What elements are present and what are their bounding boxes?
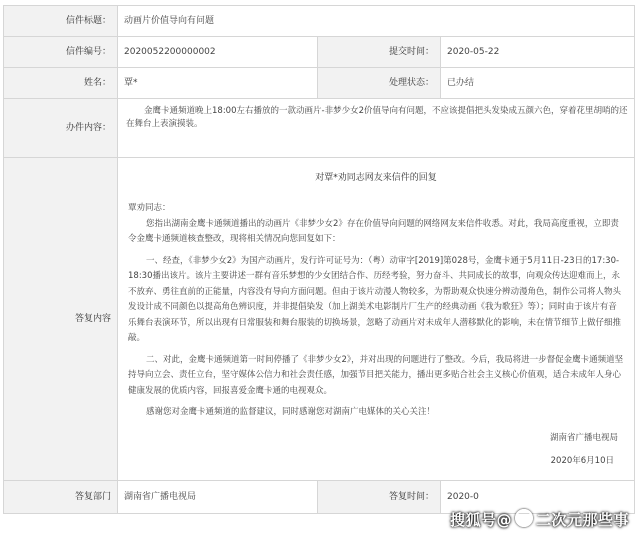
name-label: 姓名： <box>4 68 118 99</box>
dept-value: 湖南省广播电视局 <box>118 481 318 514</box>
title-label: 信件标题： <box>4 6 118 37</box>
status-value: 已办结 <box>441 68 635 99</box>
reply-row <box>4 158 635 481</box>
content-row <box>4 99 635 158</box>
number-label: 信件编号： <box>4 37 118 68</box>
sohu-logo-icon <box>515 509 533 527</box>
reply-date: 2020年6月10日 <box>550 455 614 466</box>
reply-body <box>128 201 624 421</box>
reply-signature: 湖南省广播电视局 <box>549 432 618 443</box>
content-label: 办件内容： <box>4 99 118 158</box>
number-row <box>4 37 635 68</box>
reply-label: 答复内容 <box>4 158 118 481</box>
title-value: 动画片价值导向有问题 <box>118 6 635 37</box>
reply-title: 对覃*劝同志网友来信件的回复 <box>315 173 437 183</box>
reply-paragraph-1: 您指出湖南金鹰卡通频道播出的动画片《非梦少女2》存在价值导向问题的网络网友来信件收悉。对此，我局高度重视，立即责令金鹰卡通频道核查整改，现将相关情况向您回复如下： <box>128 218 619 244</box>
reply-greeting: 覃劝同志： <box>128 203 171 213</box>
reply-paragraph-4: 感谢您对金鹰卡通频道的监督建议，同时感谢您对湖南广电媒体的关心关注！ <box>146 407 436 417</box>
dept-label: 答复部门 <box>4 481 118 514</box>
letter-detail-table <box>3 5 635 514</box>
content-value: 金鹰卡通频道晚上18:00左右播放的一款动画片-非梦少女2价值导向有问题，不应该提倡把头发染成五颜六色，穿着花里胡哨的还在舞台上表演摸装。 <box>126 106 628 129</box>
watermark-author: 二次元那些事 <box>535 511 629 529</box>
watermark-separator: @ <box>496 511 512 529</box>
watermark-brand: 搜狐号 <box>449 511 497 529</box>
name-value: 覃* <box>118 68 318 99</box>
reply-paragraph-3: 二、对此，金鹰卡通频道第一时间停播了《非梦少女2》，并对出现的问题进行了整改。今后，我局将进一步督促金鹰卡通频道坚持导向立会、责任立台，坚守媒体公信力和社会责任感，加强节目把关能力，播出更多贴合社会主义核心价值观，适合未成年人身心健康发展的优质内容，回报喜爱金鹰卡通的电视观众。 <box>128 354 624 396</box>
submit-time-label: 提交时间： <box>318 37 441 68</box>
status-label: 处理状态： <box>318 68 441 99</box>
reply-time-label: 答复时间： <box>318 481 441 514</box>
submit-time-value: 2020-05-22 <box>441 37 635 68</box>
reply-time-value: 2020-0 <box>441 481 635 514</box>
reply-paragraph-2: 一、经查，《非梦少女2》为国产动画片，发行许可证号为：（粤）动审字[2019]第028号，金鹰卡通于5月11日-23日的17:30-18:30播出该片。该片主要讲述一群有音乐梦想的少女团结合作、历经考验，努力奋斗、共同成长的故事，向观众传达迎难而上，永不放弃、勇往直前的正能量，内容没有导向方面问题。但由于该片动漫人物较多，为帮助观众快速分辨动漫角色，制作公司将人物头发设计成不同颜色以提高角色辨识度，并非提倡染发（加上湖美术电影制片厂生产的经典动画《我为歌狂》等）；同时由于该片有音乐舞台表演环节，所以出现有日常服装和舞台服装的切换场景，忽略了动画片对未成年人潜移默化的影响，未在情节细节上做仔细推敲。 <box>128 255 622 343</box>
name-row <box>4 68 635 99</box>
sohu-watermark <box>450 509 629 530</box>
number-value: 2020052200000002 <box>118 37 318 68</box>
title-row <box>4 6 635 37</box>
